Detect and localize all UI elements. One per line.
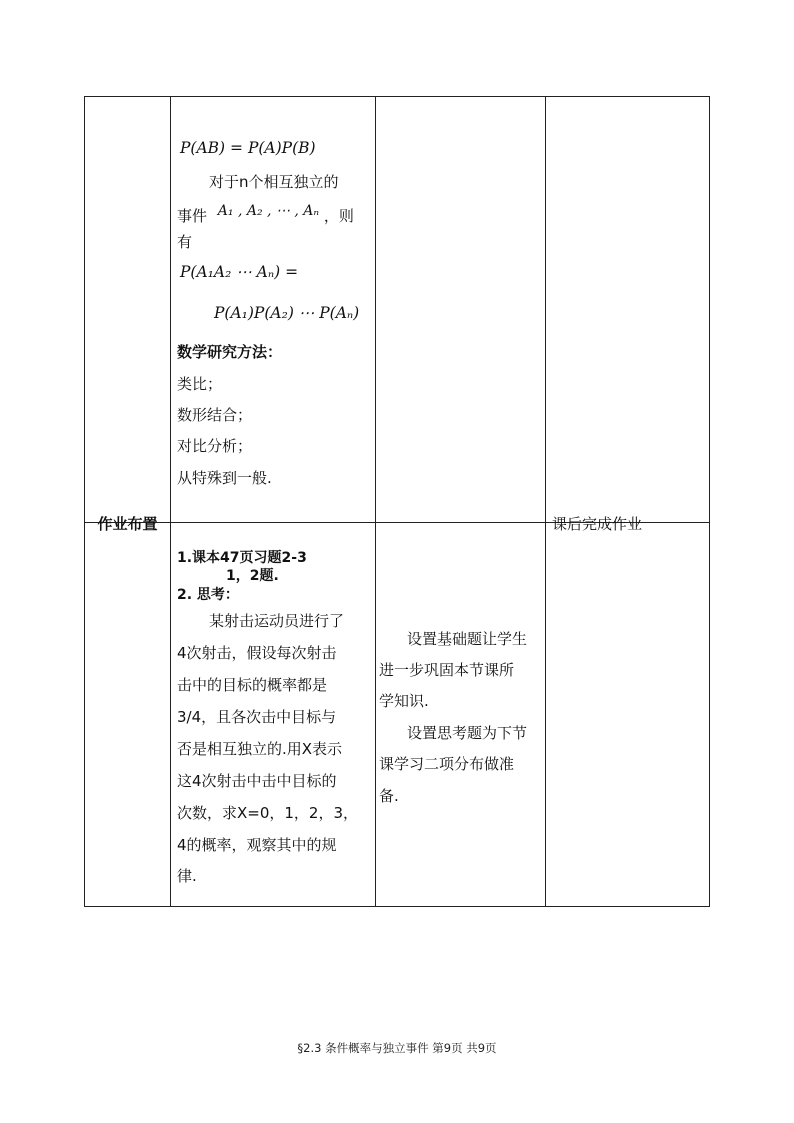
has-label: 有 — [177, 233, 193, 251]
problem-line: 律. — [177, 867, 197, 885]
cell-homework-activity: 课后完成作业 — [546, 523, 710, 907]
design-line: 设置基础题让学生 — [407, 630, 528, 648]
cell-row1-label — [85, 97, 171, 523]
events-prefix: 事件 — [177, 207, 208, 225]
problem-line: 4的概率，观察其中的规 — [177, 836, 337, 854]
cell-homework-label: 作业布置 — [85, 523, 171, 907]
design-line: 课学习二项分布做准 — [379, 755, 515, 773]
homework-item2-heading: 2. 思考： — [177, 587, 239, 603]
cell-theory-content — [171, 97, 376, 523]
product-formula-rhs: P(A₁)P(A₂) ⋯ P(Aₙ) — [214, 304, 360, 322]
events-suffix: ，则 — [323, 207, 354, 225]
product-formula-lhs: P(A₁A₂ ⋯ Aₙ) = — [180, 263, 299, 281]
page-footer: §2.3 条件概率与独立事件 第9页 共9页 — [297, 1041, 497, 1055]
events-line — [177, 203, 354, 226]
cell-homework-content — [171, 523, 376, 907]
events-list: A₁ , A₂ , ⋯ , Aₙ — [217, 203, 320, 219]
lesson-table — [84, 96, 710, 907]
table-row-theory — [85, 97, 710, 523]
homework-item1-line1: 1.课本47页习题2-3 — [177, 550, 307, 566]
problem-line: 这4次射击中击中目标的 — [177, 772, 337, 790]
method-item: 对比分析； — [177, 437, 253, 455]
problem-line: 3/4，且各次击中目标与 — [177, 708, 337, 726]
problem-line: 击中的目标的概率都是 — [177, 676, 328, 694]
method-item: 从特殊到一般. — [177, 469, 272, 487]
design-line: 学知识. — [379, 692, 429, 710]
design-line: 进一步巩固本节课所 — [379, 661, 515, 679]
formula-independence: P(AB) = P(A)P(B) — [180, 139, 316, 157]
cell-row1-design — [376, 97, 546, 523]
design-line: 备. — [379, 787, 399, 805]
problem-line: 否是相互独立的.用X表示 — [177, 740, 343, 758]
table-row-homework — [85, 523, 710, 907]
methods-heading: 数学研究方法： — [177, 343, 283, 361]
cell-homework-design — [376, 523, 546, 907]
problem-line: 4次射击，假设每次射击 — [177, 644, 337, 662]
homework-item1-line2: 1，2题. — [226, 568, 279, 584]
design-line: 设置思考题为下节 — [407, 724, 528, 742]
n-events-intro: 对于n个相互独立的 — [209, 173, 339, 191]
problem-line: 次数，求X=0，1，2，3， — [177, 804, 359, 822]
method-item: 数形结合； — [177, 406, 253, 424]
cell-row1-activity — [546, 97, 710, 523]
problem-line: 某射击运动员进行了 — [209, 612, 345, 630]
method-item: 类比； — [177, 375, 223, 393]
